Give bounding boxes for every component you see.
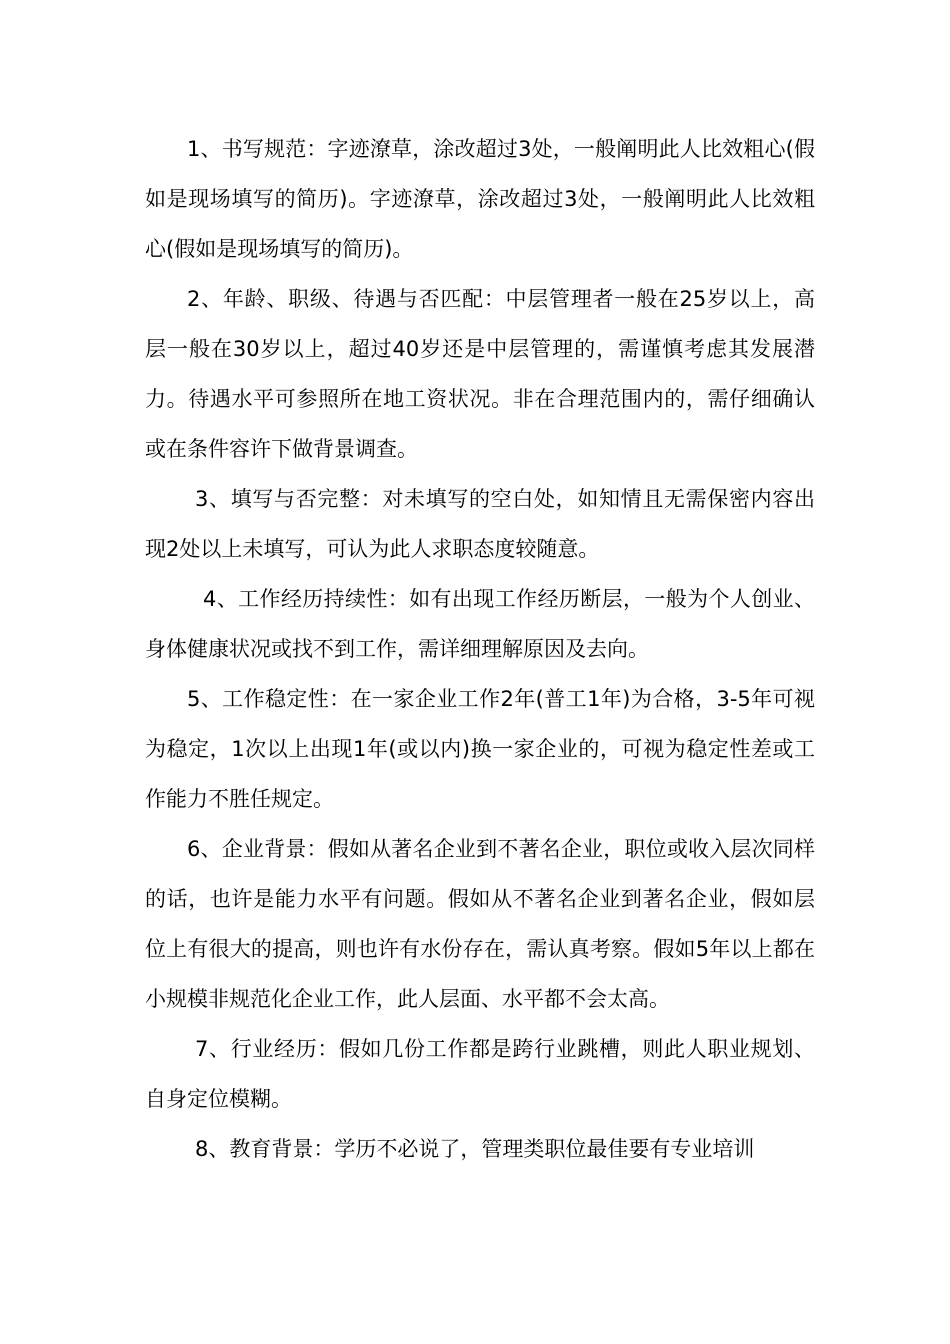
paragraph-3-completeness: 3、填写与否完整：对未填写的空白处，如知情且无需保密内容出现2处以上未填写，可认为此人求职态度较随意。 [145, 487, 815, 561]
paragraph-4-work-continuity: 4、工作经历持续性：如有出现工作经历断层，一般为个人创业、身体健康状况或找不到工作，需详细理解原因及去向。 [145, 587, 815, 661]
paragraph-7-industry-experience: 7、行业经历：假如几份工作都是跨行业跳槽，则此人职业规划、自身定位模糊。 [145, 1037, 815, 1111]
paragraph-6-company-background: 6、企业背景：假如从著名企业到不著名企业，职位或收入层次同样的话，也许是能力水平有问题。假如从不著名企业到著名企业，假如层位上有很大的提高，则也许有水份存在，需认真考察。假如5年以上都在小规模非规范化企业工作，此人层面、水平都不会太高。 [145, 837, 815, 1011]
document-body [145, 124, 815, 1174]
paragraph-1-handwriting: 1、书写规范：字迹潦草，涂改超过3处，一般阐明此人比效粗心(假如是现场填写的简历)。字迹潦草，涂改超过3处，一般阐明此人比效粗心(假如是现场填写的简历)。 [145, 137, 815, 261]
paragraph-2-age-level: 2、年龄、职级、待遇与否匹配：中层管理者一般在25岁以上，高层一般在30岁以上，超过40岁还是中层管理的，需谨慎考虑其发展潜力。待遇水平可参照所在地工资状况。非在合理范围内的，需仔细确认或在条件容许下做背景调查。 [145, 287, 815, 461]
paragraph-5-work-stability: 5、工作稳定性：在一家企业工作2年(普工1年)为合格，3-5年可视为稳定，1次以上出现1年(或以内)换一家企业的，可视为稳定性差或工作能力不胜任规定。 [145, 687, 815, 811]
paragraph-8-education: 8、教育背景：学历不必说了，管理类职位最佳要有专业培训 [195, 1137, 755, 1161]
